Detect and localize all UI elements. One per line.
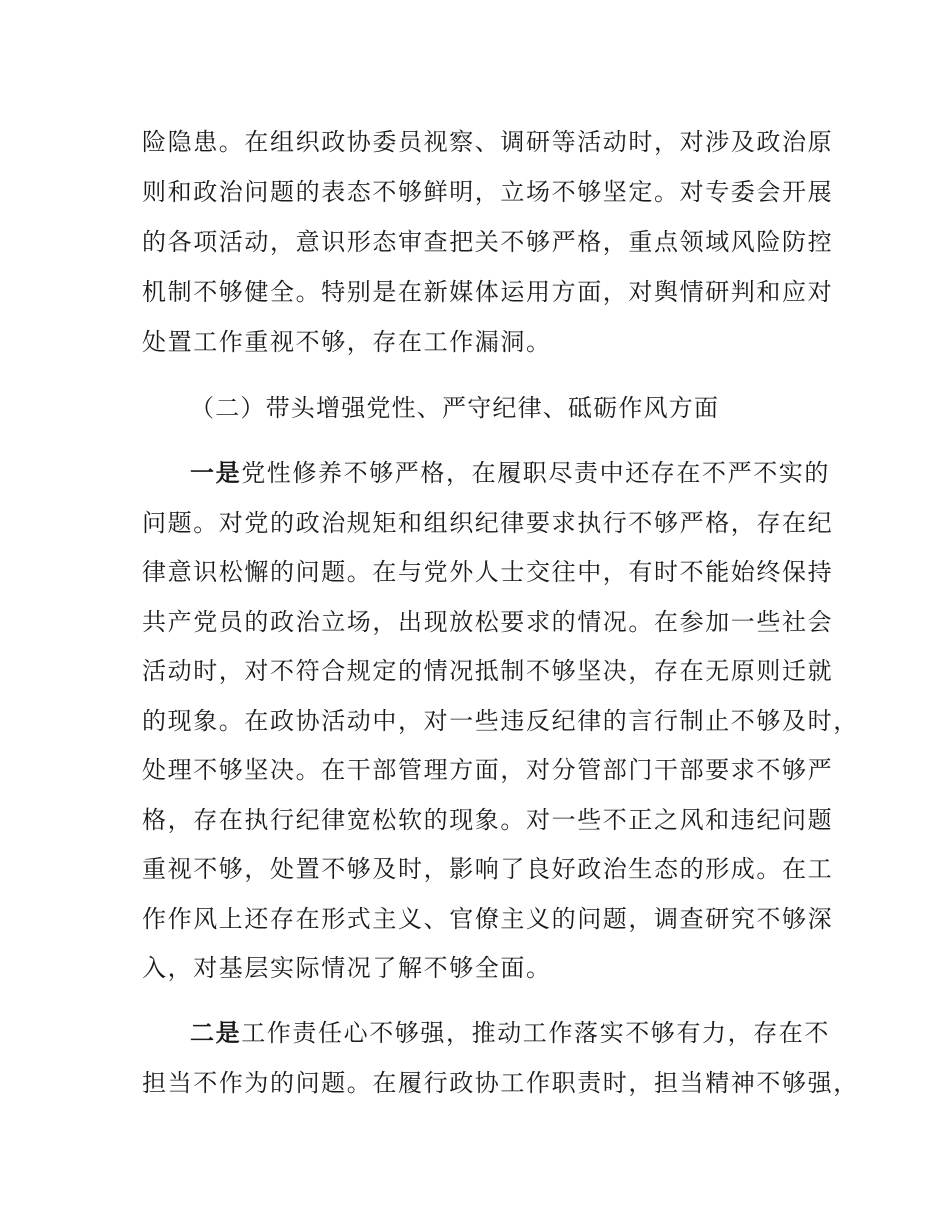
para3-line-1 — [190, 1018, 830, 1048]
para3-line-2: 担当不作为的问题。在履行政协工作职责时，担当精神不够强， — [142, 1069, 859, 1097]
para2-line-4: 共产党员的政治立场，出现放松要求的情况。在参加一些社会 — [142, 608, 834, 636]
para2-line-11: 入，对基层实际情况了解不够全面。 — [142, 954, 552, 982]
para2-line-9: 重视不够，处置不够及时，影响了良好政治生态的形成。在工 — [142, 855, 834, 883]
para2-line-1 — [190, 458, 830, 488]
para1-line-5: 处置工作重视不够，存在工作漏洞。 — [142, 328, 552, 356]
para1-line-2: 则和政治问题的表态不够鲜明，立场不够坚定。对专委会开展 — [142, 178, 834, 206]
para3-first-rest: 工作责任心不够强，推动工作落实不够有力，存在不 — [241, 1019, 831, 1047]
section-heading: （二）带头增强党性、严守纪律、砥砺作风方面 — [190, 394, 720, 422]
para2-line-2: 问题。对党的政治规矩和组织纪律要求执行不够严格，存在纪 — [142, 509, 834, 537]
para2-line-6: 的现象。在政协活动中，对一些违反纪律的言行制止不够及时， — [142, 707, 859, 735]
para2-first-rest: 党性修养不够严格，在履职尽责中还存在不严不实的 — [241, 459, 831, 487]
para2-line-10: 作作风上还存在形式主义、官僚主义的问题，调查研究不够深 — [142, 905, 834, 933]
para2-line-3: 律意识松懈的问题。在与党外人士交往中，有时不能始终保持 — [142, 558, 834, 586]
para1-line-4: 机制不够健全。特别是在新媒体运用方面，对舆情研判和应对 — [142, 278, 834, 306]
para1-line-1: 险隐患。在组织政协委员视察、调研等活动时，对涉及政治原 — [142, 128, 834, 156]
para2-line-8: 格，存在执行纪律宽松软的现象。对一些不正之风和违纪问题 — [142, 806, 834, 834]
para2-lead: 一是 — [190, 459, 242, 487]
para2-line-5: 活动时，对不符合规定的情况抵制不够坚决，存在无原则迁就 — [142, 657, 834, 685]
para1-line-3: 的各项活动，意识形态审查把关不够严格，重点领域风险防控 — [142, 228, 834, 256]
para3-lead: 二是 — [190, 1019, 242, 1047]
para2-line-7: 处理不够坚决。在干部管理方面，对分管部门干部要求不够严 — [142, 756, 834, 784]
